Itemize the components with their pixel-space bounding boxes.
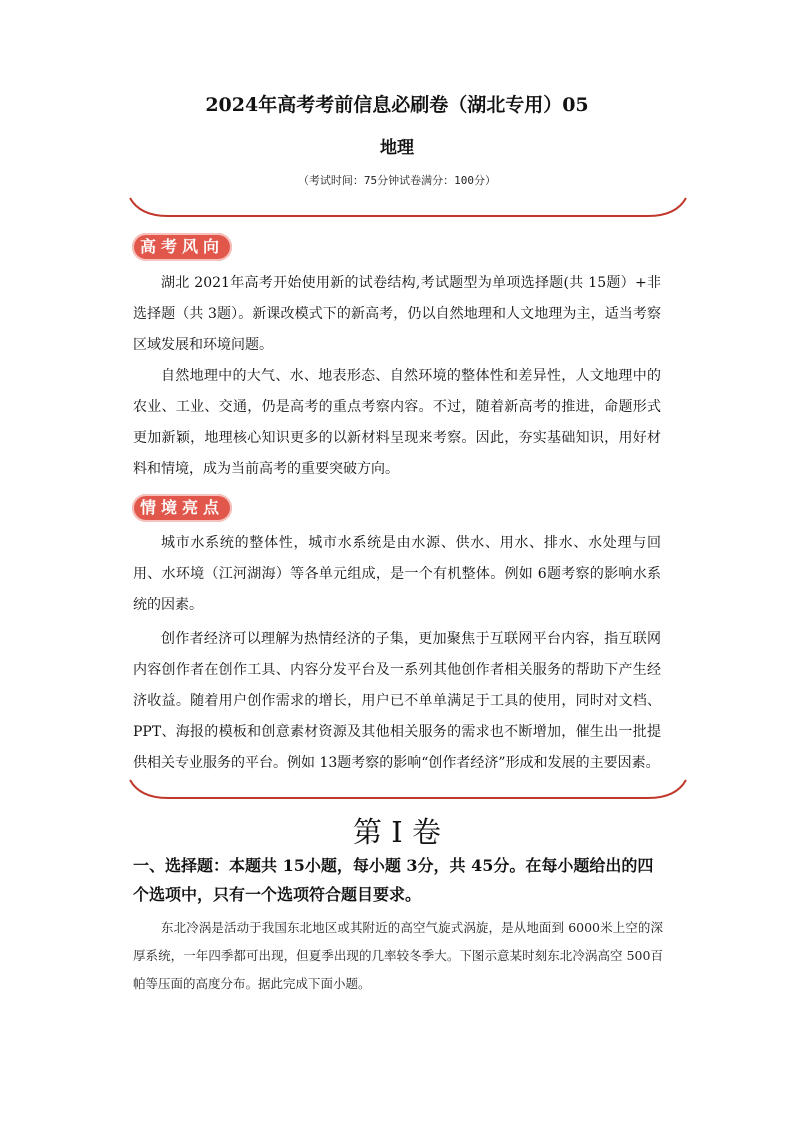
highlights-paragraph-1: 城市水系统的整体性，城市水系统是由水源、供水、用水、排水、水处理与回用、水环境（江河湖海）等各单元组成，是一个有机整体。例如 6题考察的影响水系统的因素。	[133, 535, 661, 613]
subject-heading: 地理	[380, 138, 414, 158]
highlights-paragraph-2: 创作者经济可以理解为热情经济的子集，更加聚焦于互联网平台内容，指互联网内容创作者在创作工具、内容分发平台及一系列其他创作者相关服务的帮助下产生经济收益。随着用户创作需求的增长，用户已不单单满足于工具的使用，同时对文档、PPT、海报的模板和创意素材资源及其他相关服务的需求也不断增加，催生出一批提供相关专业服务的平台。例如 13题考察的影响“创作者经济”形成和发展的主要因素。	[133, 631, 661, 771]
gaokao-trend-badge: 高考风向	[132, 233, 232, 261]
gaokao-paragraph-1: 湖北 2021年高考开始使用新的试卷结构,考试题型为单项选择题(共 15题）+非选择题（共 3题）。新课改模式下的新高考，仍以自然地理和人文地理为主，适当考察区域发展和环境问题。	[133, 275, 661, 353]
choice-instructions: 一、选择题：本题共 15小题，每小题 3分，共 45分。在每小题给出的四个选项中，只有一个选项符合题目要求。	[133, 856, 654, 904]
highlights-badge: 情境亮点	[132, 494, 232, 522]
section-divider	[128, 778, 688, 802]
question-intro: 东北冷涡是活动于我国东北地区或其附近的高空气旋式涡旋，是从地面到 6000米上空的深厚系统，一年四季都可出现，但夏季出现的几率较冬季大。下图示意某时刻东北冷涡高空 500百帕等压面的高度分布。据此完成下面小题。	[133, 920, 663, 991]
part-one-title: 第 I 卷	[353, 815, 441, 849]
page-title: 2024年高考考前信息必刷卷（湖北专用）05	[205, 94, 589, 116]
header-divider	[128, 196, 688, 220]
exam-info: （考试时间：75分钟试卷满分：100分）	[297, 174, 497, 187]
gaokao-paragraph-2: 自然地理中的大气、水、地表形态、自然环境的整体性和差异性，人文地理中的农业、工业、交通，仍是高考的重点考察内容。不过，随着新高考的推进，命题形式更加新颖，地理核心知识更多的以新材料呈现来考察。因此，夯实基础知识，用好材料和情境，成为当前高考的重要突破方向。	[133, 368, 661, 477]
